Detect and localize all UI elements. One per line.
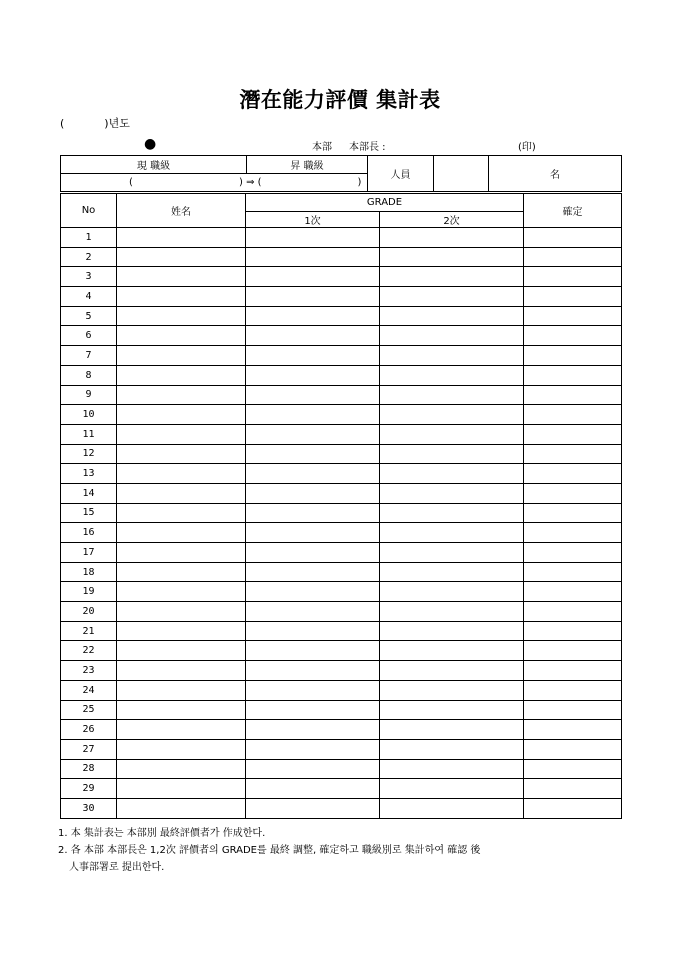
row-number: 14 — [61, 483, 117, 503]
first-eval-cell[interactable] — [246, 247, 380, 267]
name-cell[interactable] — [117, 346, 246, 366]
second-eval-cell[interactable] — [380, 287, 524, 307]
name-cell[interactable] — [117, 464, 246, 484]
first-eval-cell[interactable] — [246, 228, 380, 248]
first-eval-cell[interactable] — [246, 720, 380, 740]
first-eval-cell[interactable] — [246, 346, 380, 366]
table-row — [61, 621, 622, 641]
first-eval-cell[interactable] — [246, 621, 380, 641]
row-number: 10 — [61, 405, 117, 425]
year-line — [60, 115, 130, 131]
name-cell[interactable] — [117, 700, 246, 720]
row-number: 6 — [61, 326, 117, 346]
first-eval-cell[interactable] — [246, 798, 380, 818]
table-row — [61, 562, 622, 582]
row-number: 26 — [61, 720, 117, 740]
table-row — [61, 483, 622, 503]
row-number: 8 — [61, 365, 117, 385]
name-cell[interactable] — [117, 306, 246, 326]
name-cell[interactable] — [117, 739, 246, 759]
first-eval-cell[interactable] — [246, 385, 380, 405]
confirm-cell[interactable] — [524, 503, 622, 523]
first-eval-cell[interactable] — [246, 503, 380, 523]
confirm-cell[interactable] — [524, 621, 622, 641]
confirm-cell[interactable] — [524, 247, 622, 267]
second-eval-cell[interactable] — [380, 680, 524, 700]
confirm-cell[interactable] — [524, 582, 622, 602]
name-cell[interactable] — [117, 543, 246, 563]
first-eval-cell[interactable] — [246, 543, 380, 563]
first-eval-cell[interactable] — [246, 287, 380, 307]
confirm-cell[interactable] — [524, 326, 622, 346]
personnel-count-cell[interactable] — [434, 156, 489, 192]
row-number: 16 — [61, 523, 117, 543]
first-eval-cell[interactable] — [246, 483, 380, 503]
confirm-cell[interactable] — [524, 523, 622, 543]
row-number: 29 — [61, 779, 117, 799]
table-row — [61, 365, 622, 385]
name-cell[interactable] — [117, 228, 246, 248]
confirm-cell[interactable] — [524, 483, 622, 503]
first-eval-cell[interactable] — [246, 602, 380, 622]
table-row — [61, 680, 622, 700]
second-eval-cell[interactable] — [380, 503, 524, 523]
bullet-icon: ● — [144, 136, 157, 152]
table-row — [61, 346, 622, 366]
name-cell[interactable] — [117, 483, 246, 503]
confirm-cell[interactable] — [524, 680, 622, 700]
row-number: 18 — [61, 562, 117, 582]
confirm-cell[interactable] — [524, 739, 622, 759]
name-cell[interactable] — [117, 582, 246, 602]
table-row — [61, 424, 622, 444]
second-eval-cell[interactable] — [380, 739, 524, 759]
grade-summary-table — [60, 155, 622, 192]
row-number: 27 — [61, 739, 117, 759]
row-number: 17 — [61, 543, 117, 563]
second-eval-header: 2次 — [380, 212, 524, 228]
first-eval-cell[interactable] — [246, 680, 380, 700]
row-number: 30 — [61, 798, 117, 818]
second-eval-cell[interactable] — [380, 483, 524, 503]
table-row — [61, 464, 622, 484]
table-row — [61, 720, 622, 740]
row-number: 23 — [61, 661, 117, 681]
table-row — [61, 739, 622, 759]
row-number: 19 — [61, 582, 117, 602]
name-cell[interactable] — [117, 562, 246, 582]
confirm-cell[interactable] — [524, 444, 622, 464]
no-header: No — [61, 194, 117, 228]
name-cell[interactable] — [117, 759, 246, 779]
confirm-cell[interactable] — [524, 365, 622, 385]
table-row — [61, 326, 622, 346]
confirm-header: 確定 — [524, 194, 622, 228]
confirm-cell[interactable] — [524, 385, 622, 405]
second-eval-cell[interactable] — [380, 385, 524, 405]
first-eval-cell[interactable] — [246, 641, 380, 661]
note-1: 1. 本 集計表는 本部別 最終評價者가 作成한다. — [58, 828, 266, 839]
name-cell[interactable] — [117, 424, 246, 444]
second-eval-cell[interactable] — [380, 621, 524, 641]
confirm-cell[interactable] — [524, 700, 622, 720]
name-cell[interactable] — [117, 641, 246, 661]
confirm-cell[interactable] — [524, 641, 622, 661]
table-row — [61, 641, 622, 661]
table-row — [61, 523, 622, 543]
table-row — [61, 385, 622, 405]
table-row — [61, 228, 622, 248]
table-row — [61, 582, 622, 602]
second-eval-cell[interactable] — [380, 523, 524, 543]
confirm-cell[interactable] — [524, 562, 622, 582]
second-eval-cell[interactable] — [380, 779, 524, 799]
first-eval-cell[interactable] — [246, 759, 380, 779]
table-row — [61, 700, 622, 720]
confirm-cell[interactable] — [524, 306, 622, 326]
confirm-cell[interactable] — [524, 798, 622, 818]
current-grade-open: ( — [129, 177, 133, 188]
name-cell[interactable] — [117, 444, 246, 464]
name-cell[interactable] — [117, 661, 246, 681]
name-cell[interactable] — [117, 680, 246, 700]
table-row — [61, 405, 622, 425]
row-number: 25 — [61, 700, 117, 720]
second-eval-cell[interactable] — [380, 661, 524, 681]
evaluation-table — [60, 193, 622, 819]
table-row — [61, 759, 622, 779]
row-number: 1 — [61, 228, 117, 248]
first-eval-cell[interactable] — [246, 582, 380, 602]
second-eval-cell[interactable] — [380, 798, 524, 818]
first-eval-cell[interactable] — [246, 739, 380, 759]
first-eval-cell[interactable] — [246, 779, 380, 799]
name-header: 姓名 — [117, 194, 246, 228]
name-cell[interactable] — [117, 779, 246, 799]
name-cell[interactable] — [117, 602, 246, 622]
confirm-cell[interactable] — [524, 228, 622, 248]
table-row — [61, 779, 622, 799]
row-number: 21 — [61, 621, 117, 641]
row-number: 7 — [61, 346, 117, 366]
name-cell[interactable] — [117, 405, 246, 425]
second-eval-cell[interactable] — [380, 365, 524, 385]
confirm-cell[interactable] — [524, 287, 622, 307]
first-eval-cell[interactable] — [246, 700, 380, 720]
name-cell[interactable] — [117, 503, 246, 523]
current-grade-header: 現 職級 — [61, 156, 247, 174]
first-eval-header: 1次 — [246, 212, 380, 228]
second-eval-cell[interactable] — [380, 720, 524, 740]
hq-label: 本部 — [312, 142, 332, 153]
personnel-header: 人員 — [368, 156, 434, 192]
first-eval-cell[interactable] — [246, 523, 380, 543]
confirm-cell[interactable] — [524, 661, 622, 681]
second-eval-cell[interactable] — [380, 405, 524, 425]
name-cell[interactable] — [117, 385, 246, 405]
name-cell[interactable] — [117, 621, 246, 641]
first-eval-cell[interactable] — [246, 661, 380, 681]
first-eval-cell[interactable] — [246, 405, 380, 425]
table-row — [61, 503, 622, 523]
promo-grade-header: 昇 職級 — [247, 156, 368, 174]
second-eval-cell[interactable] — [380, 700, 524, 720]
name-cell[interactable] — [117, 267, 246, 287]
note-2-cont: 人事部署로 提出한다. — [69, 862, 165, 873]
second-eval-cell[interactable] — [380, 346, 524, 366]
table-row — [61, 602, 622, 622]
first-eval-cell[interactable] — [246, 306, 380, 326]
name-cell[interactable] — [117, 798, 246, 818]
second-eval-cell[interactable] — [380, 228, 524, 248]
count-unit: 名 — [489, 156, 622, 192]
grade-range-cell[interactable] — [61, 174, 368, 192]
promo-grade-close: ) — [357, 177, 362, 188]
name-cell[interactable] — [117, 720, 246, 740]
year-suffix: )년도 — [104, 117, 130, 130]
second-eval-cell[interactable] — [380, 602, 524, 622]
first-eval-cell[interactable] — [246, 267, 380, 287]
document-title: 潛在能力評價 集計表 — [239, 87, 441, 112]
table-row — [61, 661, 622, 681]
row-number: 9 — [61, 385, 117, 405]
table-row — [61, 267, 622, 287]
row-number: 2 — [61, 247, 117, 267]
second-eval-cell[interactable] — [380, 543, 524, 563]
second-eval-cell[interactable] — [380, 582, 524, 602]
second-eval-cell[interactable] — [380, 464, 524, 484]
year-open-paren: ( — [60, 117, 65, 130]
row-number: 28 — [61, 759, 117, 779]
second-eval-cell[interactable] — [380, 247, 524, 267]
second-eval-cell[interactable] — [380, 424, 524, 444]
confirm-cell[interactable] — [524, 779, 622, 799]
name-cell[interactable] — [117, 287, 246, 307]
note-2: 2. 各 本部 本部長은 1,2次 評價者의 GRADE를 最終 調整, 確定하고 職級別로 集計하여 確認 後 — [58, 845, 481, 856]
notes — [58, 825, 628, 876]
table-row — [61, 306, 622, 326]
name-cell[interactable] — [117, 326, 246, 346]
confirm-cell[interactable] — [524, 267, 622, 287]
row-number: 5 — [61, 306, 117, 326]
table-row — [61, 543, 622, 563]
row-number: 3 — [61, 267, 117, 287]
table-row — [61, 247, 622, 267]
second-eval-cell[interactable] — [380, 267, 524, 287]
seal-label: (印) — [518, 142, 536, 153]
table-row — [61, 444, 622, 464]
row-number: 24 — [61, 680, 117, 700]
confirm-cell[interactable] — [524, 405, 622, 425]
second-eval-cell[interactable] — [380, 641, 524, 661]
row-number: 22 — [61, 641, 117, 661]
second-eval-cell[interactable] — [380, 444, 524, 464]
first-eval-cell[interactable] — [246, 562, 380, 582]
row-number: 20 — [61, 602, 117, 622]
confirm-cell[interactable] — [524, 759, 622, 779]
second-eval-cell[interactable] — [380, 562, 524, 582]
row-number: 15 — [61, 503, 117, 523]
row-number: 12 — [61, 444, 117, 464]
grade-arrow: ) ⇒ ( — [239, 177, 262, 188]
grade-header: GRADE — [246, 194, 524, 212]
confirm-cell[interactable] — [524, 346, 622, 366]
second-eval-cell[interactable] — [380, 326, 524, 346]
hq-head-label: 本部長 : — [349, 142, 386, 153]
second-eval-cell[interactable] — [380, 759, 524, 779]
first-eval-cell[interactable] — [246, 444, 380, 464]
confirm-cell[interactable] — [524, 464, 622, 484]
confirm-cell[interactable] — [524, 424, 622, 444]
confirm-cell[interactable] — [524, 543, 622, 563]
first-eval-cell[interactable] — [246, 464, 380, 484]
second-eval-cell[interactable] — [380, 306, 524, 326]
table-row — [61, 287, 622, 307]
row-number: 13 — [61, 464, 117, 484]
header-line — [60, 138, 620, 152]
row-number: 11 — [61, 424, 117, 444]
name-cell[interactable] — [117, 523, 246, 543]
name-cell[interactable] — [117, 247, 246, 267]
table-row — [61, 798, 622, 818]
row-number: 4 — [61, 287, 117, 307]
name-cell[interactable] — [117, 365, 246, 385]
first-eval-cell[interactable] — [246, 365, 380, 385]
first-eval-cell[interactable] — [246, 424, 380, 444]
confirm-cell[interactable] — [524, 602, 622, 622]
confirm-cell[interactable] — [524, 720, 622, 740]
first-eval-cell[interactable] — [246, 326, 380, 346]
